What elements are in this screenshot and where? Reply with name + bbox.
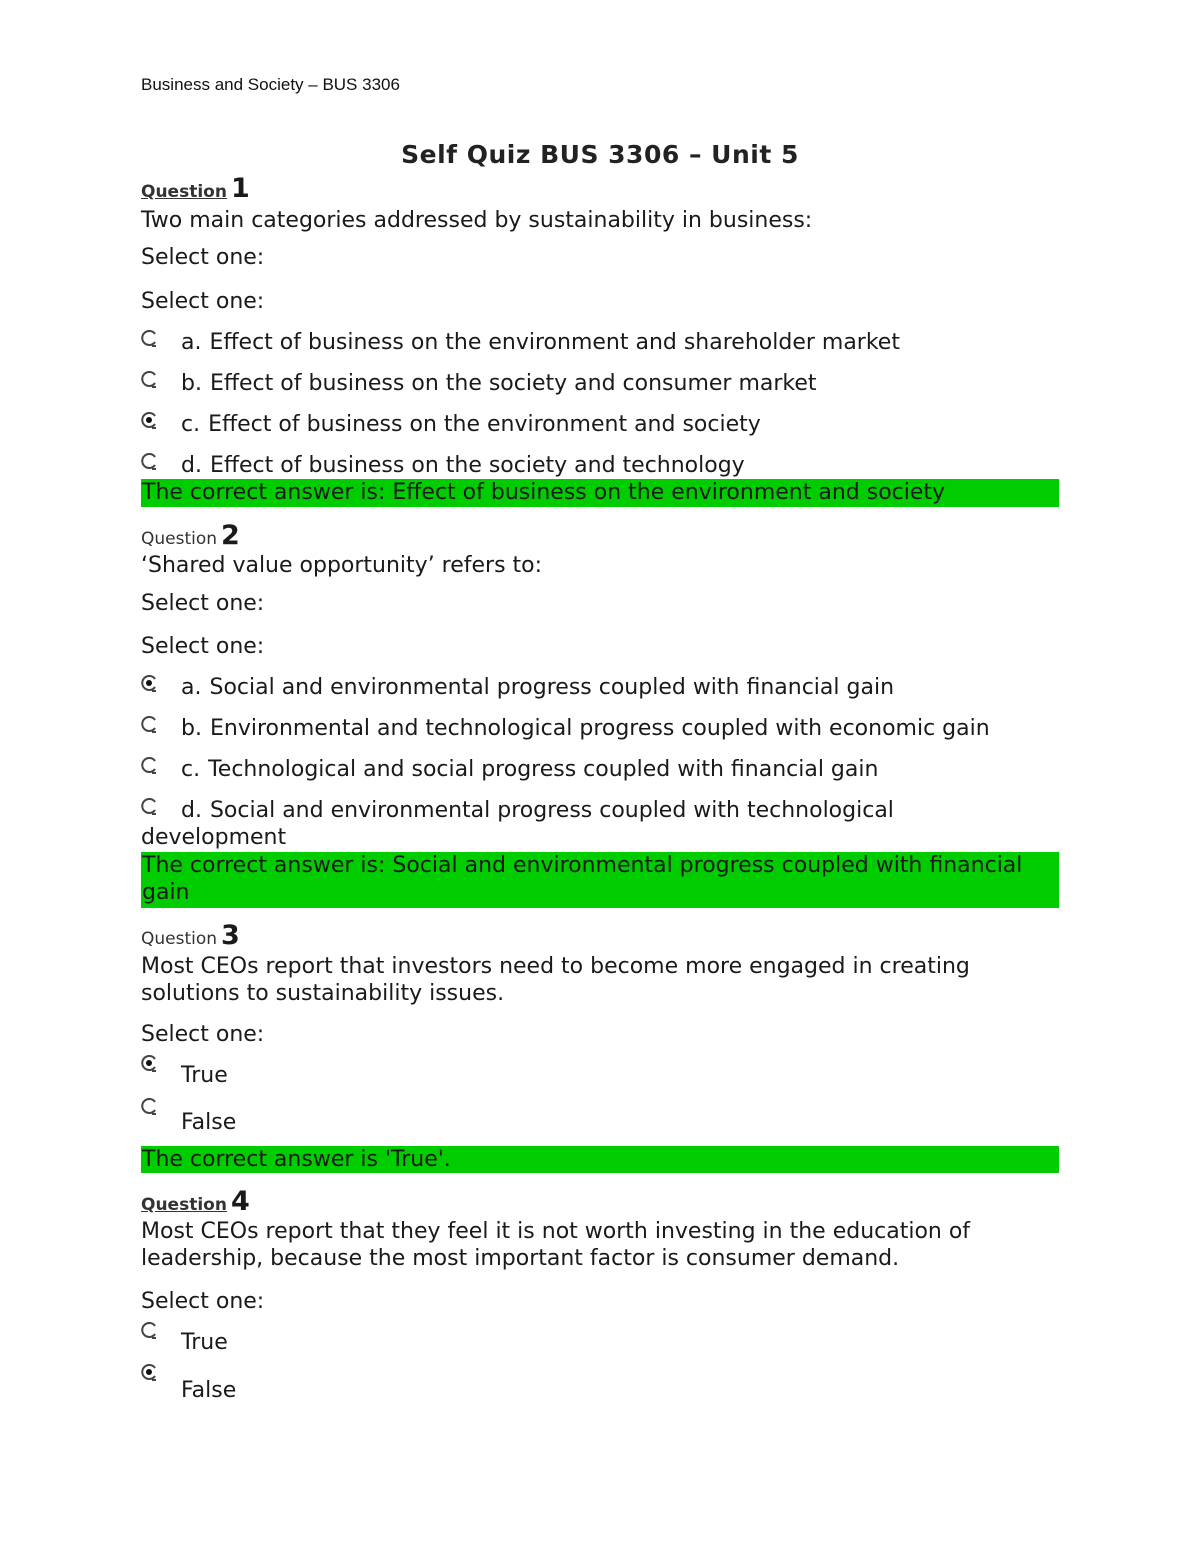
question-4-text: Most CEOs report that they feel it is not worth investing in the education of leadership, because the most important factor is consumer demand. bbox=[141, 1219, 971, 1271]
question-number: 3 bbox=[221, 920, 240, 951]
question-2-text: ‘Shared value opportunity’ refers to: bbox=[141, 553, 543, 578]
option-letter: b. bbox=[181, 716, 202, 741]
select-one-label: Select one: bbox=[141, 1289, 265, 1314]
radio-checked-icon[interactable] bbox=[141, 675, 159, 697]
option-text: Effect of business on the environment and shareholder market bbox=[209, 330, 900, 355]
question-number: 2 bbox=[221, 520, 240, 551]
radio-checked-icon[interactable] bbox=[141, 1364, 159, 1386]
option-letter: c. bbox=[181, 412, 201, 437]
radio-unchecked-icon[interactable] bbox=[141, 330, 159, 352]
correct-answer-banner: The correct answer is 'True'. bbox=[141, 1146, 1059, 1173]
option-text: Social and environmental progress coupled with financial gain bbox=[209, 675, 895, 700]
page-header: Business and Society – BUS 3306 bbox=[141, 75, 400, 94]
select-one-label: Select one: bbox=[141, 289, 265, 314]
radio-checked-icon[interactable] bbox=[141, 1055, 159, 1077]
question-3-heading bbox=[141, 920, 240, 951]
radio-unchecked-icon[interactable] bbox=[141, 757, 159, 779]
option-letter: b. bbox=[181, 371, 202, 396]
select-one-label: Select one: bbox=[141, 591, 265, 616]
question-3-text: Most CEOs report that investors need to become more engaged in creating solutions to sustainability issues. bbox=[141, 954, 970, 1006]
question-label: Question bbox=[141, 1195, 227, 1215]
radio-unchecked-icon[interactable] bbox=[141, 371, 159, 393]
option-d-continuation: development bbox=[141, 825, 287, 850]
question-1-text: Two main categories addressed by sustainability in business: bbox=[141, 208, 813, 233]
option-text: Effect of business on the environment and society bbox=[208, 412, 761, 437]
correct-answer-banner: The correct answer is: Effect of business on the environment and society bbox=[141, 479, 1059, 507]
radio-unchecked-icon[interactable] bbox=[141, 1322, 159, 1344]
radio-unchecked-icon[interactable] bbox=[141, 716, 159, 738]
option-text: Effect of business on the society and technology bbox=[209, 453, 745, 478]
question-4-heading bbox=[141, 1186, 250, 1217]
radio-unchecked-icon[interactable] bbox=[141, 1098, 159, 1120]
correct-answer-banner: The correct answer is: Social and environmental progress coupled with financial gain bbox=[141, 852, 1059, 908]
question-label: Question bbox=[141, 529, 218, 549]
question-number: 1 bbox=[230, 173, 250, 204]
question-label: Question bbox=[141, 929, 218, 949]
option-text: False bbox=[181, 1378, 237, 1403]
option-letter: d. bbox=[181, 798, 202, 823]
radio-checked-icon[interactable] bbox=[141, 412, 159, 434]
option-text: Effect of business on the society and consumer market bbox=[209, 371, 817, 396]
select-one-label: Select one: bbox=[141, 1022, 265, 1047]
select-one-label: Select one: bbox=[141, 245, 265, 270]
option-letter: d. bbox=[181, 453, 202, 478]
option-letter: a. bbox=[181, 330, 202, 355]
option-text: Social and environmental progress coupled with technological bbox=[209, 798, 894, 823]
option-text: Environmental and technological progress coupled with economic gain bbox=[209, 716, 990, 741]
page-title: Self Quiz BUS 3306 – Unit 5 bbox=[401, 140, 799, 169]
option-letter: a. bbox=[181, 675, 202, 700]
option-text: False bbox=[181, 1110, 237, 1135]
select-one-label: Select one: bbox=[141, 634, 265, 659]
option-text: True bbox=[181, 1063, 228, 1088]
radio-unchecked-icon[interactable] bbox=[141, 453, 159, 475]
question-number: 4 bbox=[230, 1186, 250, 1217]
question-label: Question bbox=[141, 182, 227, 202]
question-2-heading bbox=[141, 520, 240, 551]
radio-unchecked-icon[interactable] bbox=[141, 798, 159, 820]
option-text: Technological and social progress coupled with financial gain bbox=[208, 757, 879, 782]
option-text: True bbox=[181, 1330, 228, 1355]
question-1-heading bbox=[141, 173, 250, 204]
option-letter: c. bbox=[181, 757, 201, 782]
